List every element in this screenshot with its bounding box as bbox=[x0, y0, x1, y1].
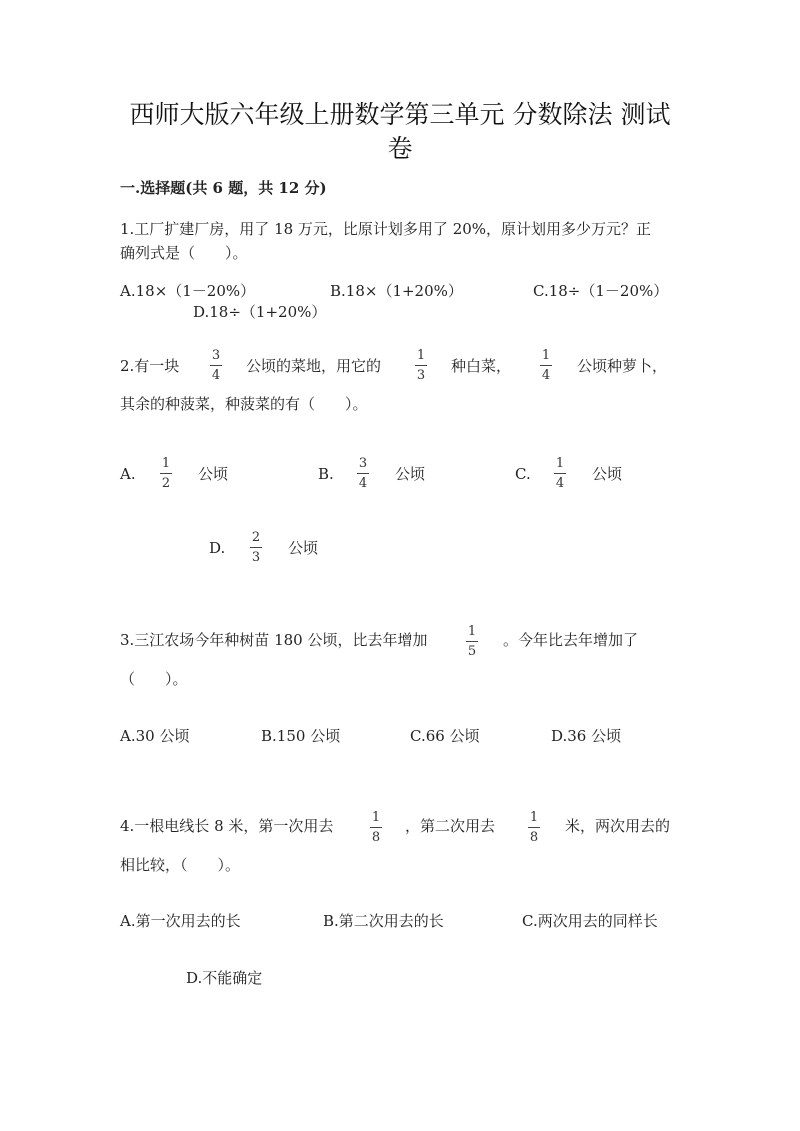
q3-option-b[interactable]: B.150 公顷 bbox=[261, 727, 341, 745]
q3-option-d[interactable]: D.36 公顷 bbox=[551, 727, 622, 745]
q1-stem-line2: 确列式是（ ）。 bbox=[120, 244, 248, 262]
q1-option-a[interactable]: A.18×（1－20%） bbox=[120, 282, 256, 300]
fraction-bar bbox=[160, 473, 172, 474]
fraction-numerator: 1 bbox=[161, 456, 171, 471]
fraction-denominator: 4 bbox=[358, 476, 368, 491]
q2-option-c-label[interactable]: C. bbox=[515, 465, 531, 483]
q2-fraction-three-quarters bbox=[210, 348, 222, 383]
q1-option-b[interactable]: B.18×（1+20%） bbox=[330, 282, 463, 300]
q4-fraction-second-eighth bbox=[528, 810, 540, 845]
q3-stem-part1: 3.三江农场今年种树苗 180 公顷，比去年增加 bbox=[120, 631, 428, 649]
fraction-numerator: 1 bbox=[541, 348, 551, 363]
q2-stem-part4: 公顷种萝卜， bbox=[577, 357, 668, 375]
q1-option-c[interactable]: C.18÷（1－20%） bbox=[533, 282, 669, 300]
q3-option-a[interactable]: A.30 公顷 bbox=[120, 727, 190, 745]
q3-fraction-one-fifth bbox=[466, 624, 478, 659]
q2-stem-part2: 公顷的菜地，用它的 bbox=[246, 357, 382, 375]
fraction-denominator: 4 bbox=[555, 476, 565, 491]
fraction-bar bbox=[210, 365, 222, 366]
fraction-bar bbox=[466, 641, 478, 642]
q1-option-d[interactable]: D.18÷（1+20%） bbox=[193, 303, 327, 321]
q2-stem-part3: 种白菜， bbox=[451, 357, 512, 375]
fraction-denominator: 2 bbox=[161, 476, 171, 491]
fraction-numerator: 1 bbox=[371, 810, 381, 825]
q2-option-b-label[interactable]: B. bbox=[318, 465, 334, 483]
q2-fraction-one-third bbox=[415, 348, 427, 383]
q4-option-a[interactable]: A.第一次用去的长 bbox=[120, 912, 241, 930]
q2-option-a-fraction bbox=[160, 456, 172, 491]
q2-option-d-unit: 公顷 bbox=[288, 539, 319, 557]
fraction-bar bbox=[415, 365, 427, 366]
q4-option-b[interactable]: B.第二次用去的长 bbox=[323, 912, 444, 930]
q4-stem-part3: 米，两次用去的 bbox=[565, 817, 671, 835]
q4-fraction-first-eighth bbox=[370, 810, 382, 845]
section-header: 一.选择题(共 6 题，共 12 分) bbox=[120, 179, 327, 197]
q3-option-c[interactable]: C.66 公顷 bbox=[410, 727, 480, 745]
page-title-line2: 卷 bbox=[387, 134, 413, 163]
q4-option-d[interactable]: D.不能确定 bbox=[186, 969, 263, 987]
q2-option-b-fraction bbox=[357, 456, 369, 491]
fraction-denominator: 8 bbox=[371, 830, 381, 845]
q4-stem-line2: 相比较，（ ）。 bbox=[120, 856, 241, 874]
fraction-bar bbox=[540, 365, 552, 366]
q3-stem-part2: 。今年比去年增加了 bbox=[503, 631, 639, 649]
q2-fraction-one-quarter bbox=[540, 348, 552, 383]
q4-option-c[interactable]: C.两次用去的同样长 bbox=[522, 912, 658, 930]
fraction-numerator: 1 bbox=[529, 810, 539, 825]
fraction-numerator: 2 bbox=[251, 530, 261, 545]
fraction-denominator: 8 bbox=[529, 830, 539, 845]
fraction-denominator: 4 bbox=[541, 368, 551, 383]
fraction-numerator: 3 bbox=[211, 348, 221, 363]
page-title-line1: 西师大版六年级上册数学第三单元 分数除法 测试 bbox=[129, 100, 671, 129]
q2-option-d-fraction bbox=[250, 530, 262, 565]
fraction-numerator: 1 bbox=[467, 624, 477, 639]
q1-stem-line1: 1.工厂扩建厂房，用了 18 万元，比原计划多用了 20%，原计划用多少万元？正 bbox=[120, 220, 652, 238]
q2-option-c-unit: 公顷 bbox=[592, 465, 623, 483]
fraction-bar bbox=[554, 473, 566, 474]
q2-option-a-label[interactable]: A. bbox=[120, 465, 136, 483]
q4-stem-part1: 4.一根电线长 8 米，第一次用去 bbox=[120, 817, 334, 835]
q2-option-b-unit: 公顷 bbox=[395, 465, 426, 483]
fraction-denominator: 5 bbox=[467, 644, 477, 659]
q3-stem-line2: （ ）。 bbox=[120, 670, 188, 688]
fraction-denominator: 3 bbox=[416, 368, 426, 383]
q2-stem-line2: 其余的种菠菜，种菠菜的有（ ）。 bbox=[120, 395, 368, 413]
fraction-bar bbox=[528, 827, 540, 828]
q2-option-d-label[interactable]: D. bbox=[209, 539, 226, 557]
fraction-denominator: 4 bbox=[211, 368, 221, 383]
q2-option-a-unit: 公顷 bbox=[198, 465, 229, 483]
fraction-bar bbox=[250, 547, 262, 548]
q4-stem-part2: ，第二次用去 bbox=[405, 817, 496, 835]
fraction-bar bbox=[357, 473, 369, 474]
fraction-numerator: 1 bbox=[416, 348, 426, 363]
fraction-bar bbox=[370, 827, 382, 828]
q2-stem-part1: 2.有一块 bbox=[120, 357, 180, 375]
fraction-numerator: 1 bbox=[555, 456, 565, 471]
fraction-numerator: 3 bbox=[358, 456, 368, 471]
fraction-denominator: 3 bbox=[251, 550, 261, 565]
q2-option-c-fraction bbox=[554, 456, 566, 491]
